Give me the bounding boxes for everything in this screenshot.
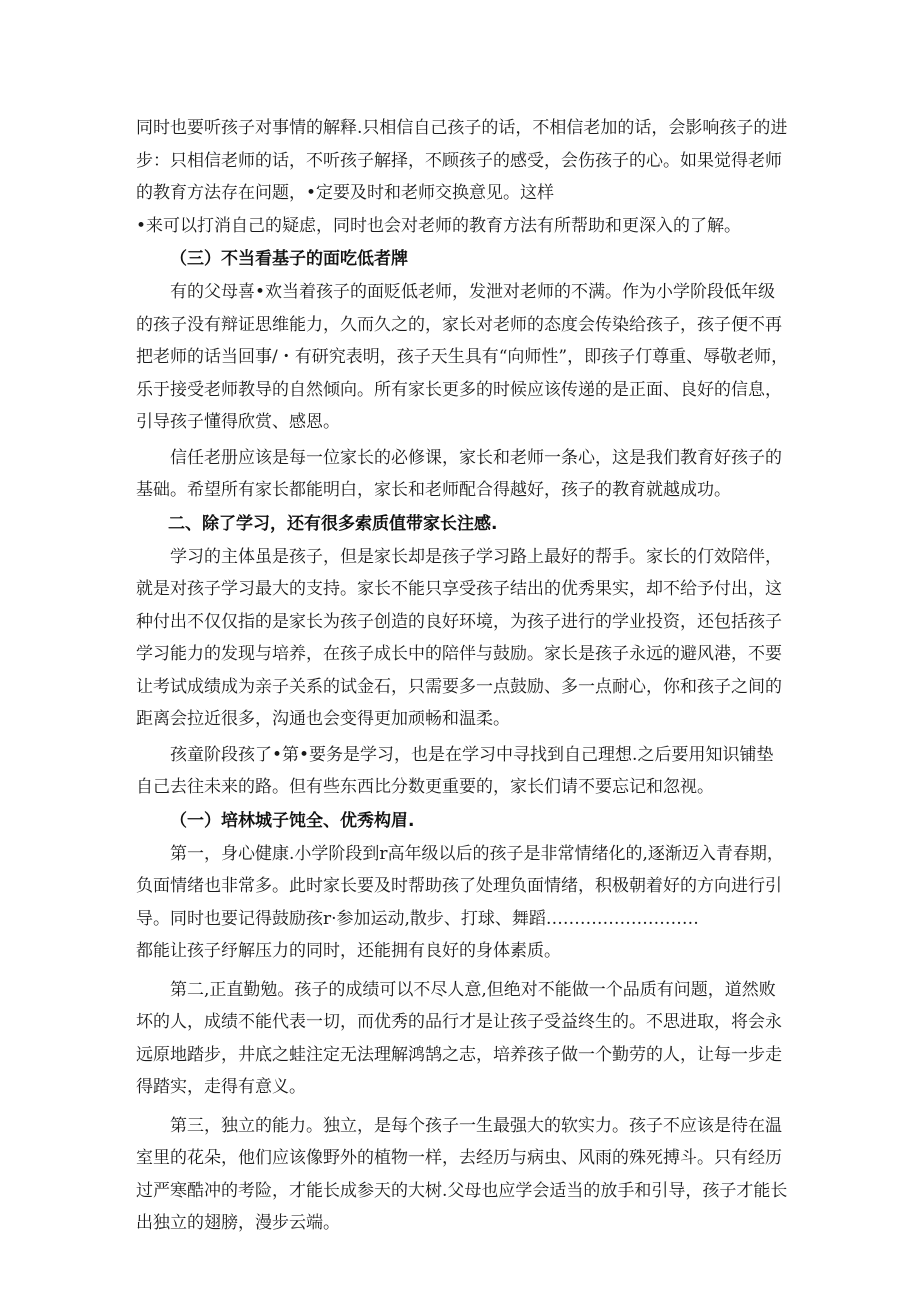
section-heading-2: 二、除了学习，还有很多索质值带家长注感. [168,513,498,534]
paragraph-9: 第二,正直勤勉。孩子的成绩可以不尽人意,但绝对不能做一个品质有问题，道然败坏的人，成绩不能代表一切，而优秀的品行才是让孩子受益终生的。不思进取，将会永远原地踏步，井底之蛙注定无法理解鸿鹄之志，培养孩子做一个勤劳的人，让每一步走得踏实，走得有意义。 [136,979,782,1097]
paragraph-8: 都能让孩子纾解压力的同时，还能拥有良好的身体素质。 [136,941,561,961]
paragraph-3: 有的父母喜•欢当着孩子的面贬低老师，发泄对老师的不满。作为小学阶段低年级的孩子没有辩证思维能力，久而久之的，家长对老师的态度会传染给孩子，孩子便不再把老师的话当回事/・有研究表明，孩子天生具有“向师性”，即孩子仃尊重、辱敬老师，乐于接受老师教导的自然倾向。所有家长更多的时候应该传递的是正面、良好的信息，引导孩子懂得欣赏、感恩。 [136,282,789,432]
paragraph-1: 同时也要听孩子对事情的解释.只相信自己孩子的话，不相信老加的话，会影响孩子的进步：只相信老师的话，不听孩子解择，不顾孩子的感受，会伤孩子的心。如果觉得老师的教育方法存在问题，•定要及时和老师交换意见。这样 [136,118,788,203]
paragraph-6: 孩童阶段孩了•第•要务是学习，也是在学习中寻找到自己理想.之后要用知识铺垫自己去往未来的路。但有些东西比分数更重要的，家长们请不要忘记和忽视。 [136,744,774,797]
section-heading-3: （三）不当看基子的面吃低者牌 [170,249,408,269]
paragraph-2: •来可以打消自己的疑虑，同时也会对老师的教育方法有所帮助和更深入的了解。 [136,215,742,236]
paragraph-7: 第一，身心健康.小学阶段到r高年级以后的孩子是非常情绪化的,逐渐迈入青春期，负面情绪也非常多。此时家长要及时帮助孩了处理负面情绪，积极朝着好的方向进行引导。同时也要记得鼓励孩r·参加运动,散步、打球、舞蹈……………………… [136,843,784,929]
paragraph-5: 学习的主体虽是孩子，但是家长却是孩子学习路上最好的帮手。家长的仃效陪伴，就是对孩子学习最大的支持。家长不能只享受孩子结出的优秀果实，却不给予付出，这种付出不仅仅指的是家长为孩子创造的良好环境，为孩子进行的学业投资，还包括孩子学习能力的发现与培养，在孩子成长中的陪伴与鼓励。家长是孩子永远的避风港，不要让考试成绩成为亲子关系的试金石，只需要多一点鼓励、多一点耐心，你和孩子之间的距离会拉近很多，沟通也会变得更加顽畅和温柔。 [136,546,782,729]
paragraph-10: 第三，独立的能力。独立，是每个孩子一生最强大的软实力。孩子不应该是待在温室里的花朵，他们应该像野外的植物一样，去经历与病虫、风雨的殊死搏斗。只有经历过严寒酷冲的考险，才能长成参天的大树.父母也应学会适当的放手和引导，孩子才能长出独立的翅膀，漫步云端。 [136,1115,788,1233]
document-body [136,112,790,1240]
section-heading-1: （一）培林城子饨全、优秀构眉. [170,810,415,831]
paragraph-4: 信任老册应该是每一位家长的必修课，家长和老师一条心，这是我们教育好孩子的基础。希望所有家长都能明白，家长和老师配合得越好，孩子的教育就越成功。 [136,447,782,500]
